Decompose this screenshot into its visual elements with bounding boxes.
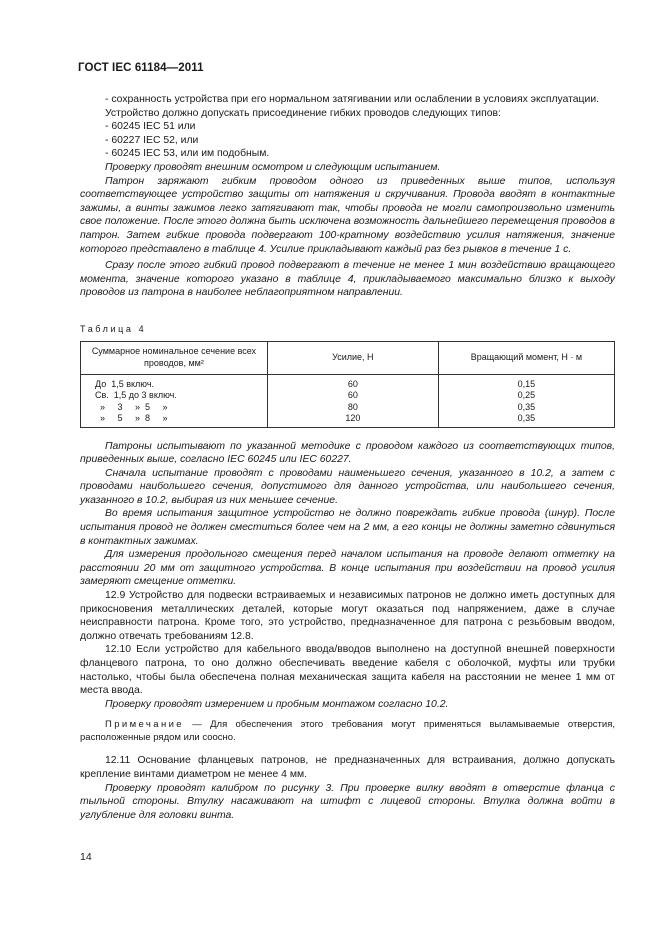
paragraph: Сначала испытание проводят с проводами наименьшего сечения, указанного в 10.2, а затем с проводами наибольшего сечения, допустимого для данного устройства, или наибольшего сечения, указанного в 10.2, выбирая из них меньшее сечение. <box>80 467 615 506</box>
table-cell: » 5 » 8 » <box>81 413 268 427</box>
paragraph: - сохранность устройства при его нормальном затягивании или ослаблении в условиях эксплуатации. <box>105 94 600 105</box>
table-cell: До 1,5 включ. <box>81 374 268 390</box>
clause-12-11: 12.11 Основание фланцевых патронов, не предназначенных для встраивания, должно допускать крепление винтами диаметром не менее 4 мм. <box>80 755 615 780</box>
table-row <box>81 390 615 402</box>
column-header: Усилие, Н <box>267 341 438 374</box>
table-cell: 0,15 <box>438 374 614 390</box>
list-item: - 60245 IEC 51 или <box>105 121 196 133</box>
paragraph: Проверку проводят калибром по рисунку 3. При проверке вилку вводят в отверстие фланца с тыльной стороны. Втулку насаживают на штифт с лицевой стороны. Втулка должна войти в углубление для головки винта. <box>80 782 615 821</box>
table-cell: 0,25 <box>438 390 614 402</box>
note-label: Примечание <box>105 719 184 731</box>
table-cell: 0,35 <box>438 413 614 427</box>
paragraph: Устройство должно допускать присоединение гибких проводов следующих типов: <box>105 107 501 119</box>
note-text: — Для обеспечения этого требования могут применяться выламываемые отверстия, расположенные рядом или соосно. <box>80 719 615 744</box>
table-cell: 60 <box>267 390 438 402</box>
paragraph: Сразу после этого гибкий провод подвергают в течение не менее 1 мин воздействию вращающего момента, значение которого указано в таблице 4, прикладываемого максимально близко к выходу проводов из патрона в наиболее неблагоприятном направлении. <box>80 260 615 299</box>
table-cell: 120 <box>267 413 438 427</box>
page-header: ГОСТ IEC 61184—2011 <box>78 62 204 74</box>
table-caption: Таблица 4 <box>80 323 147 334</box>
paragraph: Проверку проводят измерением и пробным монтажом согласно 10.2. <box>105 698 449 710</box>
note <box>80 718 615 744</box>
clause-12-10: 12.10 Если устройство для кабельного ввода/вводов выполнено на доступной внешней поверхности фланцевого патрона, то оно должно обеспечивать введение кабеля с оболочкой, муфты или трубки настолько, чтобы была обеспечена полная механическая защита кабеля на расстоянии не менее 1 мм от места ввода. <box>80 644 615 697</box>
table-row <box>81 413 615 427</box>
table-cell: 80 <box>267 402 438 414</box>
page-number: 14 <box>80 851 92 863</box>
table-4 <box>80 341 615 428</box>
paragraph: Патрон заряжают гибким проводом одного из приведенных выше типов, используя соответствующее устройство защиты от натяжения и скручивания. Провода вводят в контактные зажимы, а винты зажимов легко затягивают так, чтобы провода не могли самопроизвольно изменить свое положение. После этого должна быть исключена возможность дальнейшего перемещения проводов в патрон. Затем гибкие провода подвергают 100-кратному воздействию усилия натяжения, значение которого представлено в таблице 4. Усилие прикладывают каждый раз без рывков в течение 1 с. <box>80 175 615 255</box>
list-item: - 60227 IEC 52, или <box>105 134 199 146</box>
table-cell: Св. 1,5 до 3 включ. <box>81 390 268 402</box>
column-header: Вращающий момент, Н · м <box>438 341 614 374</box>
table-cell: » 3 » 5 » <box>81 402 268 414</box>
list-item: - 60245 IEC 53, или им подобным. <box>105 148 270 160</box>
table-cell: 0,35 <box>438 402 614 414</box>
table-header-row <box>81 341 615 374</box>
paragraph: Патроны испытывают по указанной методике с проводом каждого из соответствующих типов, приведенных выше, согласно IEC 60245 или IEC 60227. <box>80 440 615 466</box>
column-header: Суммарное номинальное сечение всех проводов, мм² <box>81 341 268 374</box>
paragraph: Проверку проводят внешним осмотром и следующим испытанием. <box>105 161 441 173</box>
paragraph: Во время испытания защитное устройство не должно повреждать гибкие провода (шнур). После испытания провод не должен сместиться более чем на 2 мм, а его концы не должны заметно сдвинуться в контактных зажимах. <box>80 508 615 547</box>
table-row <box>81 374 615 390</box>
document-body <box>80 93 615 822</box>
table-row <box>81 402 615 414</box>
paragraph: Для измерения продольного смещения перед началом испытания на проводе делают отметку на расстоянии 20 мм от защитного устройства. В конце испытания при воздействии на провод усилия замеряют смещение отметки. <box>80 549 615 588</box>
table-cell: 60 <box>267 374 438 390</box>
clause-12-9: 12.9 Устройство для подвески встраиваемых и независимых патронов не должно иметь доступных для прикосновения металлических деталей, которые могут оказаться под напряжением, даже в случае неисправности патрона. Кроме того, это устройство, предназначенное для патрона с резьбовым вводом, должно отвечать требованиям 12.8. <box>80 590 615 642</box>
